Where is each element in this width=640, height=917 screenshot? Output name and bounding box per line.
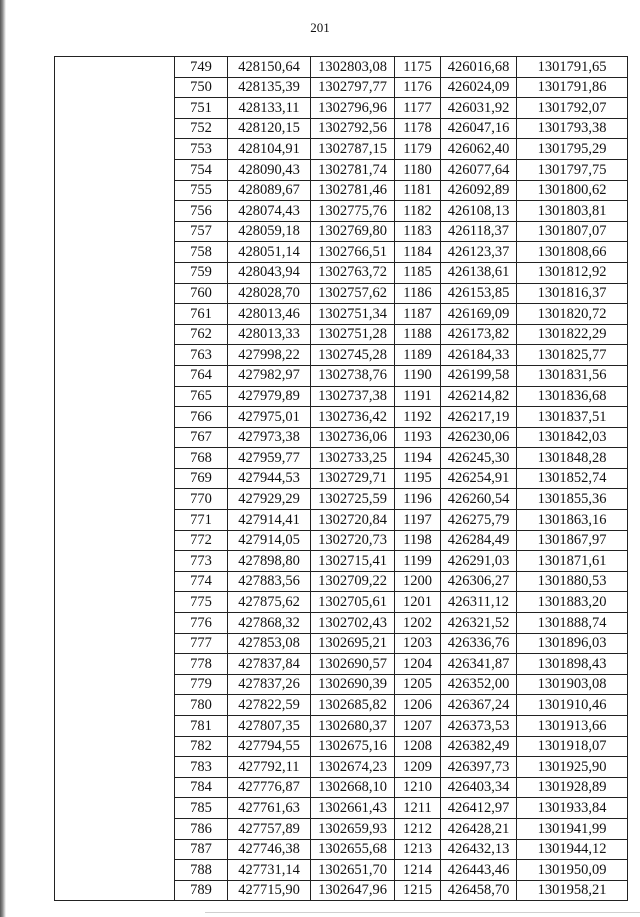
coord-y-a-cell: 1302720,73	[311, 530, 395, 551]
coord-x-a-cell: 427979,89	[228, 386, 311, 407]
coord-y-a-cell: 1302695,21	[311, 633, 395, 654]
coord-y-b-cell: 1301944,12	[517, 839, 628, 860]
coord-x-a-cell: 428104,91	[228, 139, 311, 160]
point-number-b-cell: 1182	[395, 201, 441, 222]
point-number-b-cell: 1186	[395, 283, 441, 304]
coord-y-a-cell: 1302690,57	[311, 654, 395, 675]
point-number-a-cell: 772	[175, 530, 228, 551]
point-number-a-cell: 767	[175, 427, 228, 448]
point-number-a-cell: 762	[175, 324, 228, 345]
coord-x-a-cell: 427776,87	[228, 777, 311, 798]
coord-y-a-cell: 1302725,59	[311, 489, 395, 510]
point-number-a-cell: 777	[175, 633, 228, 654]
coord-x-b-cell: 426169,09	[441, 304, 517, 325]
point-number-b-cell: 1191	[395, 386, 441, 407]
coord-x-b-cell: 426291,03	[441, 551, 517, 572]
coord-y-b-cell: 1301888,74	[517, 613, 628, 634]
coord-x-b-cell: 426428,21	[441, 818, 517, 839]
coord-y-a-cell: 1302751,28	[311, 324, 395, 345]
point-number-b-cell: 1211	[395, 798, 441, 819]
coord-y-a-cell: 1302668,10	[311, 777, 395, 798]
point-number-a-cell: 781	[175, 716, 228, 737]
coord-x-b-cell: 426199,58	[441, 365, 517, 386]
coord-x-a-cell: 428013,46	[228, 304, 311, 325]
point-number-a-cell: 750	[175, 77, 228, 98]
point-number-a-cell: 770	[175, 489, 228, 510]
point-number-a-cell: 786	[175, 818, 228, 839]
point-number-a-cell: 761	[175, 304, 228, 325]
coord-x-b-cell: 426284,49	[441, 530, 517, 551]
point-number-b-cell: 1192	[395, 407, 441, 428]
point-number-b-cell: 1210	[395, 777, 441, 798]
coord-x-b-cell: 426230,06	[441, 427, 517, 448]
coord-x-a-cell: 427837,84	[228, 654, 311, 675]
point-number-a-cell: 754	[175, 159, 228, 180]
point-number-a-cell: 769	[175, 468, 228, 489]
point-number-a-cell: 784	[175, 777, 228, 798]
point-number-b-cell: 1215	[395, 880, 441, 901]
point-number-a-cell: 752	[175, 118, 228, 139]
point-number-b-cell: 1197	[395, 510, 441, 531]
coord-x-a-cell: 427944,53	[228, 468, 311, 489]
point-number-a-cell: 780	[175, 695, 228, 716]
coord-y-b-cell: 1301941,99	[517, 818, 628, 839]
coord-x-b-cell: 426016,68	[441, 57, 517, 78]
point-number-b-cell: 1194	[395, 448, 441, 469]
point-number-b-cell: 1176	[395, 77, 441, 98]
coord-x-a-cell: 427731,14	[228, 860, 311, 881]
page-number: 201	[310, 20, 330, 35]
point-number-b-cell: 1200	[395, 571, 441, 592]
coord-x-b-cell: 426153,85	[441, 283, 517, 304]
coord-x-b-cell: 426458,70	[441, 880, 517, 901]
point-number-a-cell: 789	[175, 880, 228, 901]
point-number-b-cell: 1183	[395, 221, 441, 242]
point-number-a-cell: 755	[175, 180, 228, 201]
coord-x-a-cell: 427746,38	[228, 839, 311, 860]
coord-x-a-cell: 428043,94	[228, 262, 311, 283]
coord-x-b-cell: 426352,00	[441, 674, 517, 695]
coord-y-a-cell: 1302690,39	[311, 674, 395, 695]
point-number-b-cell: 1177	[395, 98, 441, 119]
coord-y-b-cell: 1301792,07	[517, 98, 628, 119]
coord-x-b-cell: 426092,89	[441, 180, 517, 201]
coord-y-a-cell: 1302745,28	[311, 345, 395, 366]
coord-x-b-cell: 426173,82	[441, 324, 517, 345]
coord-x-b-cell: 426245,30	[441, 448, 517, 469]
point-number-b-cell: 1188	[395, 324, 441, 345]
point-number-a-cell: 779	[175, 674, 228, 695]
point-number-b-cell: 1190	[395, 365, 441, 386]
coord-y-b-cell: 1301958,21	[517, 880, 628, 901]
coord-y-a-cell: 1302729,71	[311, 468, 395, 489]
point-number-a-cell: 778	[175, 654, 228, 675]
coord-x-a-cell: 428089,67	[228, 180, 311, 201]
coord-y-b-cell: 1301863,16	[517, 510, 628, 531]
point-number-b-cell: 1189	[395, 345, 441, 366]
coord-y-b-cell: 1301913,66	[517, 716, 628, 737]
point-number-a-cell: 753	[175, 139, 228, 160]
coord-y-a-cell: 1302674,23	[311, 757, 395, 778]
point-number-b-cell: 1185	[395, 262, 441, 283]
coord-y-a-cell: 1302738,76	[311, 365, 395, 386]
coord-x-a-cell: 427975,01	[228, 407, 311, 428]
point-number-b-cell: 1193	[395, 427, 441, 448]
coord-y-a-cell: 1302803,08	[311, 57, 395, 78]
coordinates-table	[54, 56, 628, 901]
coord-y-a-cell: 1302796,96	[311, 98, 395, 119]
coord-y-a-cell: 1302797,77	[311, 77, 395, 98]
point-number-a-cell: 773	[175, 551, 228, 572]
coord-x-a-cell: 427837,26	[228, 674, 311, 695]
coord-x-a-cell: 427929,29	[228, 489, 311, 510]
coord-y-b-cell: 1301896,03	[517, 633, 628, 654]
point-number-a-cell: 785	[175, 798, 228, 819]
coord-x-b-cell: 426367,24	[441, 695, 517, 716]
coord-y-b-cell: 1301867,97	[517, 530, 628, 551]
coord-y-b-cell: 1301797,75	[517, 159, 628, 180]
coord-x-b-cell: 426373,53	[441, 716, 517, 737]
coord-x-b-cell: 426062,40	[441, 139, 517, 160]
point-number-a-cell: 787	[175, 839, 228, 860]
coord-x-b-cell: 426432,13	[441, 839, 517, 860]
point-number-a-cell: 749	[175, 57, 228, 78]
coord-x-a-cell: 427982,97	[228, 365, 311, 386]
point-number-a-cell: 771	[175, 510, 228, 531]
coord-x-b-cell: 426123,37	[441, 242, 517, 263]
coord-y-b-cell: 1301808,66	[517, 242, 628, 263]
point-number-b-cell: 1203	[395, 633, 441, 654]
point-number-b-cell: 1175	[395, 57, 441, 78]
coord-x-b-cell: 426382,49	[441, 736, 517, 757]
coord-x-b-cell: 426397,73	[441, 757, 517, 778]
coord-y-a-cell: 1302792,56	[311, 118, 395, 139]
coord-x-a-cell: 428051,14	[228, 242, 311, 263]
point-number-a-cell: 764	[175, 365, 228, 386]
coord-y-b-cell: 1301950,09	[517, 860, 628, 881]
coord-x-b-cell: 426403,34	[441, 777, 517, 798]
coord-x-b-cell: 426336,76	[441, 633, 517, 654]
coord-y-b-cell: 1301855,36	[517, 489, 628, 510]
coord-y-b-cell: 1301793,38	[517, 118, 628, 139]
point-number-b-cell: 1199	[395, 551, 441, 572]
coord-y-a-cell: 1302659,93	[311, 818, 395, 839]
coord-x-b-cell: 426217,19	[441, 407, 517, 428]
coord-y-a-cell: 1302661,43	[311, 798, 395, 819]
coord-x-a-cell: 427875,62	[228, 592, 311, 613]
point-number-b-cell: 1178	[395, 118, 441, 139]
point-number-b-cell: 1206	[395, 695, 441, 716]
coord-y-b-cell: 1301791,65	[517, 57, 628, 78]
coord-y-b-cell: 1301836,68	[517, 386, 628, 407]
coord-y-b-cell: 1301871,61	[517, 551, 628, 572]
coord-x-a-cell: 427822,59	[228, 695, 311, 716]
point-number-b-cell: 1214	[395, 860, 441, 881]
coord-y-b-cell: 1301800,62	[517, 180, 628, 201]
coord-y-b-cell: 1301898,43	[517, 654, 628, 675]
coord-x-b-cell: 426412,97	[441, 798, 517, 819]
point-number-b-cell: 1204	[395, 654, 441, 675]
coord-x-a-cell: 428133,11	[228, 98, 311, 119]
coord-x-a-cell: 428135,39	[228, 77, 311, 98]
coord-x-b-cell: 426254,91	[441, 468, 517, 489]
coord-x-a-cell: 427853,08	[228, 633, 311, 654]
point-number-a-cell: 775	[175, 592, 228, 613]
coord-y-a-cell: 1302757,62	[311, 283, 395, 304]
coord-y-b-cell: 1301822,29	[517, 324, 628, 345]
coord-y-b-cell: 1301933,84	[517, 798, 628, 819]
coord-y-b-cell: 1301831,56	[517, 365, 628, 386]
coord-x-a-cell: 427959,77	[228, 448, 311, 469]
coord-y-a-cell: 1302733,25	[311, 448, 395, 469]
coord-x-b-cell: 426077,64	[441, 159, 517, 180]
coord-y-b-cell: 1301812,92	[517, 262, 628, 283]
coord-y-a-cell: 1302715,41	[311, 551, 395, 572]
point-number-a-cell: 774	[175, 571, 228, 592]
coord-y-b-cell: 1301816,37	[517, 283, 628, 304]
coord-x-b-cell: 426306,27	[441, 571, 517, 592]
coord-y-a-cell: 1302787,15	[311, 139, 395, 160]
coord-x-b-cell: 426214,82	[441, 386, 517, 407]
coord-y-b-cell: 1301918,07	[517, 736, 628, 757]
coord-x-a-cell: 428028,70	[228, 283, 311, 304]
point-number-b-cell: 1209	[395, 757, 441, 778]
coord-x-a-cell: 427807,35	[228, 716, 311, 737]
coord-y-a-cell: 1302651,70	[311, 860, 395, 881]
coord-y-a-cell: 1302781,74	[311, 159, 395, 180]
coord-y-b-cell: 1301795,29	[517, 139, 628, 160]
point-number-b-cell: 1208	[395, 736, 441, 757]
coord-y-b-cell: 1301880,53	[517, 571, 628, 592]
coord-x-a-cell: 427883,56	[228, 571, 311, 592]
point-number-a-cell: 776	[175, 613, 228, 634]
coord-x-a-cell: 428074,43	[228, 201, 311, 222]
point-number-a-cell: 760	[175, 283, 228, 304]
coord-y-a-cell: 1302680,37	[311, 716, 395, 737]
coord-x-b-cell: 426118,37	[441, 221, 517, 242]
coord-x-b-cell: 426341,87	[441, 654, 517, 675]
coord-y-a-cell: 1302720,84	[311, 510, 395, 531]
point-number-b-cell: 1213	[395, 839, 441, 860]
point-number-b-cell: 1212	[395, 818, 441, 839]
point-number-b-cell: 1195	[395, 468, 441, 489]
coord-x-a-cell: 427868,32	[228, 613, 311, 634]
coord-y-a-cell: 1302775,76	[311, 201, 395, 222]
coord-y-b-cell: 1301820,72	[517, 304, 628, 325]
coord-x-b-cell: 426275,79	[441, 510, 517, 531]
point-number-b-cell: 1187	[395, 304, 441, 325]
coord-y-a-cell: 1302655,68	[311, 839, 395, 860]
point-number-a-cell: 763	[175, 345, 228, 366]
coord-y-a-cell: 1302763,72	[311, 262, 395, 283]
coord-y-a-cell: 1302702,43	[311, 613, 395, 634]
point-number-a-cell: 756	[175, 201, 228, 222]
coord-y-a-cell: 1302751,34	[311, 304, 395, 325]
coord-y-a-cell: 1302705,61	[311, 592, 395, 613]
coord-y-b-cell: 1301807,07	[517, 221, 628, 242]
coord-y-b-cell: 1301825,77	[517, 345, 628, 366]
coord-y-a-cell: 1302736,06	[311, 427, 395, 448]
coord-y-b-cell: 1301925,90	[517, 757, 628, 778]
point-number-b-cell: 1179	[395, 139, 441, 160]
point-number-a-cell: 788	[175, 860, 228, 881]
coord-y-b-cell: 1301852,74	[517, 468, 628, 489]
coord-x-b-cell: 426184,33	[441, 345, 517, 366]
point-number-a-cell: 783	[175, 757, 228, 778]
coord-y-b-cell: 1301910,46	[517, 695, 628, 716]
coord-x-a-cell: 428013,33	[228, 324, 311, 345]
coord-y-b-cell: 1301903,08	[517, 674, 628, 695]
point-number-a-cell: 757	[175, 221, 228, 242]
coord-x-a-cell: 427914,41	[228, 510, 311, 531]
coord-y-a-cell: 1302675,16	[311, 736, 395, 757]
coord-y-b-cell: 1301842,03	[517, 427, 628, 448]
coord-y-a-cell: 1302781,46	[311, 180, 395, 201]
point-number-b-cell: 1201	[395, 592, 441, 613]
scan-edge-shadow	[0, 0, 6, 917]
coord-x-b-cell: 426138,61	[441, 262, 517, 283]
table-row	[55, 57, 628, 78]
coord-y-b-cell: 1301928,89	[517, 777, 628, 798]
coord-x-b-cell: 426047,16	[441, 118, 517, 139]
coord-x-b-cell: 426311,12	[441, 592, 517, 613]
coord-y-a-cell: 1302766,51	[311, 242, 395, 263]
coord-y-b-cell: 1301791,86	[517, 77, 628, 98]
point-number-b-cell: 1196	[395, 489, 441, 510]
point-number-b-cell: 1180	[395, 159, 441, 180]
point-number-a-cell: 766	[175, 407, 228, 428]
point-number-b-cell: 1184	[395, 242, 441, 263]
coord-y-b-cell: 1301883,20	[517, 592, 628, 613]
point-number-b-cell: 1198	[395, 530, 441, 551]
coord-x-a-cell: 427794,55	[228, 736, 311, 757]
coord-y-a-cell: 1302647,96	[311, 880, 395, 901]
coord-x-a-cell: 427914,05	[228, 530, 311, 551]
coord-x-a-cell: 428150,64	[228, 57, 311, 78]
point-number-b-cell: 1205	[395, 674, 441, 695]
coord-y-b-cell: 1301848,28	[517, 448, 628, 469]
coord-x-a-cell: 427973,38	[228, 427, 311, 448]
point-number-a-cell: 782	[175, 736, 228, 757]
coord-y-a-cell: 1302685,82	[311, 695, 395, 716]
coord-x-a-cell: 427792,11	[228, 757, 311, 778]
coordinates-table-body	[55, 57, 628, 901]
point-number-a-cell: 751	[175, 98, 228, 119]
point-number-a-cell: 759	[175, 262, 228, 283]
coord-x-a-cell: 427715,90	[228, 880, 311, 901]
coord-x-a-cell: 427998,22	[228, 345, 311, 366]
coord-x-a-cell: 428090,43	[228, 159, 311, 180]
point-number-a-cell: 758	[175, 242, 228, 263]
coord-y-a-cell: 1302769,80	[311, 221, 395, 242]
bottom-rule	[205, 912, 640, 913]
coord-y-b-cell: 1301803,81	[517, 201, 628, 222]
coord-x-b-cell: 426031,92	[441, 98, 517, 119]
coord-y-b-cell: 1301837,51	[517, 407, 628, 428]
coord-y-a-cell: 1302737,38	[311, 386, 395, 407]
coord-x-a-cell: 427898,80	[228, 551, 311, 572]
coord-y-a-cell: 1302709,22	[311, 571, 395, 592]
coord-x-b-cell: 426024,09	[441, 77, 517, 98]
coord-x-b-cell: 426108,13	[441, 201, 517, 222]
point-number-a-cell: 765	[175, 386, 228, 407]
point-number-b-cell: 1181	[395, 180, 441, 201]
coord-x-a-cell: 428120,15	[228, 118, 311, 139]
point-number-b-cell: 1202	[395, 613, 441, 634]
coord-x-a-cell: 428059,18	[228, 221, 311, 242]
coord-x-b-cell: 426260,54	[441, 489, 517, 510]
coord-x-b-cell: 426321,52	[441, 613, 517, 634]
blank-description-cell	[55, 57, 175, 901]
coord-y-a-cell: 1302736,42	[311, 407, 395, 428]
coord-x-a-cell: 427761,63	[228, 798, 311, 819]
coord-x-a-cell: 427757,89	[228, 818, 311, 839]
point-number-a-cell: 768	[175, 448, 228, 469]
coord-x-b-cell: 426443,46	[441, 860, 517, 881]
point-number-b-cell: 1207	[395, 716, 441, 737]
